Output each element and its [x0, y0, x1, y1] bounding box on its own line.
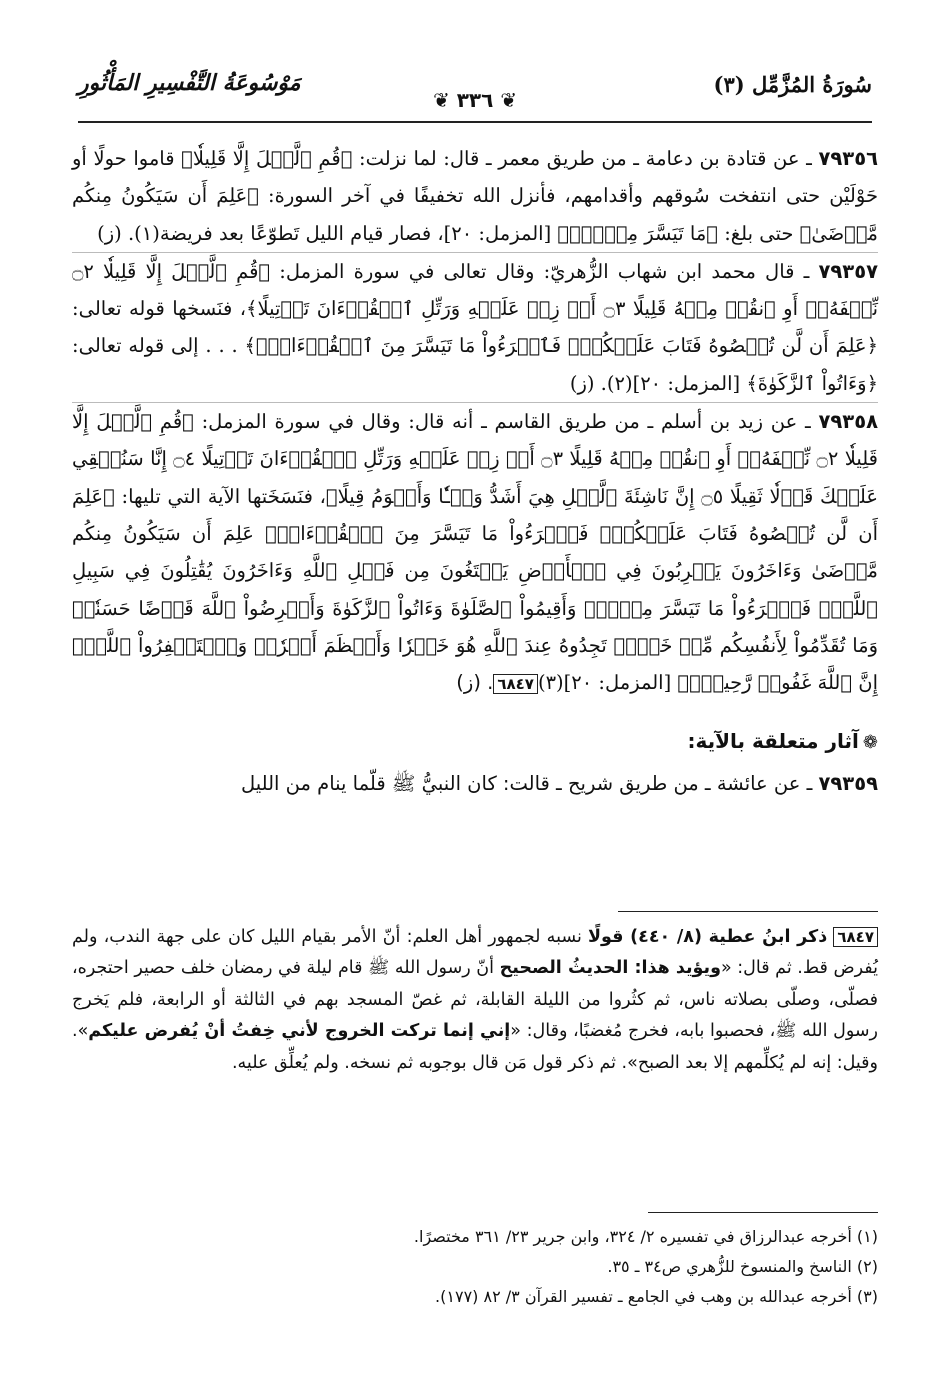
hadith-entry-4 [72, 765, 878, 802]
entry-tail: . (ز) [456, 671, 494, 695]
header-rule [78, 121, 872, 123]
commentary-intro: ذكر ابنُ عطية (٨/ ٤٤٠) قولًا [588, 927, 828, 947]
section-title: آثار متعلقة بالآية: [687, 729, 859, 754]
footnote-rule [648, 1212, 878, 1213]
commentary [72, 922, 878, 1079]
hadith-entry-2 [72, 252, 878, 402]
commentary-box: ٦٨٤٧ [833, 927, 878, 947]
flower-icon: ❁ [862, 732, 878, 754]
entry-text: ـ عن زيد بن أسلم ـ من طريق القاسم ـ أنه قال: وقال في سورة المزمل: ﴿قُمِ ٱلَّيۡلَ إِلَّا قَلِيلٗا ۝٢ نِّصۡفَهُۥٓ أَوِ ٱنقُصۡ مِنۡهُ قَلِيلًا ۝٣ أَوۡ زِدۡ عَلَيۡهِ وَرَتِّلِ ٱلۡقُرۡءَانَ تَرۡتِيلًا ۝٤ إِنَّا سَنُلۡقِي عَلَيۡكَ قَوۡلٗا ثَقِيلًا ۝٥ إِنَّ نَاشِئَةَ ٱلَّيۡلِ هِيَ أَشَدُّ وَطۡـٔٗا وَأَقۡوَمُ قِيلًا﴾، فنَسَخَتها الآية التي تليها: ﴿عَلِمَ أَن لَّن تُحۡصُوهُ فَتَابَ عَلَيۡكُمۡۖ فَٱقۡرَءُواْ مَا تَيَسَّرَ مِنَ ٱلۡقُرۡءَانِۚ عَلِمَ أَن سَيَكُونُ مِنكُم مَّرۡضَىٰ وَءَاخَرُونَ يَضۡرِبُونَ فِي ٱلۡأَرۡضِ يَبۡتَغُونَ مِن فَضۡلِ ٱللَّهِ وَءَاخَرُونَ يُقَٰتِلُونَ فِي سَبِيلِ ٱللَّهِۖ فَٱقۡرَءُواْ مَا تَيَسَّرَ مِنۡهُۚ وَأَقِيمُواْ ٱلصَّلَوٰةَ وَءَاتُواْ ٱلزَّكَوٰةَ وَأَقۡرِضُواْ ٱللَّهَ قَرۡضًا حَسَنٗاۚ وَمَا تُقَدِّمُواْ لِأَنفُسِكُم مِّنۡ خَيۡرٖ تَجِدُوهُ عِندَ ٱللَّهِ هُوَ خَيۡرٗا وَأَعۡظَمَ أَجۡرٗاۚ وَٱسۡتَغۡفِرُواْ ٱللَّهَۖ إِنَّ ٱللَّهَ غَفُورٞ رَّحِيمُۢ﴾ [المزمل: ٢٠](٣) [72, 410, 878, 695]
section-heading [72, 719, 878, 765]
commentary-text-1: نسبه لجمهور أهل العلم: أنّ الأمر بقيام الليل كان على جهة الندب، ولم يُفرض قط. ثم قال: « [72, 927, 878, 979]
entry-number: ٧٩٣٥٦ [818, 147, 878, 170]
entry-text: ـ قال محمد ابن شهاب الزُّهريّ: وقال تعالى في سورة المزمل: ﴿قُمِ ٱلَّيۡلَ إِلَّا قَلِيلٗا ۝٢ نِّصۡفَهُۥٓ أَوِ ٱنقُصۡ مِنۡهُ قَلِيلًا ۝٣ أَوۡ زِدۡ عَلَيۡهِ وَرَتِّلِ ٱلۡقُرۡءَانَ تَرۡتِيلًا﴾، فنَسخها قوله تعالى: ﴿عَلِمَ أَن لَّن تُحۡصُوهُ فَتَابَ عَلَيۡكُمۡۖ فَٱقۡرَءُواْ مَا تَيَسَّرَ مِنَ ٱلۡقُرۡءَانِۚ﴾ . . . إلى قوله تعالى: ﴿وَءَاتُواْ ٱلزَّكَوٰةَ﴾ [المزمل: ٢٠](٢). (ز) [72, 259, 878, 395]
main-text [72, 140, 878, 803]
footnotes [72, 1222, 878, 1312]
footnote-1: (١) أخرجه عبدالرزاق في تفسيره ٢/ ٣٢٤، وابن جرير ٢٣/ ٣٦١ مختصرًا. [413, 1227, 878, 1246]
surah-title: سُورَةُ المُزَّمِّل (٣) [713, 72, 872, 97]
hadith-entry-3 [72, 402, 878, 703]
footnote-3: (٣) أخرجه عبدالله بن وهب في الجامع ـ تفسير القرآن ٣/ ٨٢ (١٧٧). [435, 1287, 878, 1306]
entry-number: ٧٩٣٥٧ [818, 259, 878, 283]
reference-box: ٦٨٤٧ [493, 674, 538, 694]
page-number: ❦ ٣٣٦ ❦ [432, 88, 518, 112]
commentary-text-2: أنّ رسول الله ﷺ قام ليلة في رمضان خلف حصير احتجره، فصلّى، وصلّى بصلاته ناس، ثم كثُروا من الليلة القابلة، ثم غصّ المسجد بهم في الثالثة أو الرابعة، فلم يَخرج رسول الله ﷺ، فحصبوا بابه، فخرج مُغضبًا، وقال: « [72, 958, 878, 1042]
book-title: مَوْسُوعَةُ التَّفْسِيرِ المَأْثُورِ [78, 70, 301, 96]
entry-number: ٧٩٣٥٩ [818, 772, 878, 796]
page-number-value: ٣٣٦ [456, 88, 494, 112]
footnote-2: (٢) الناسخ والمنسوخ للزُّهري ص٣٤ ـ ٣٥. [607, 1257, 878, 1276]
commentary-hadith: إني إنما تركت الخروج لأني خِفتُ أنْ يُفرض عليكم [88, 1021, 511, 1042]
commentary-rule [618, 911, 878, 912]
entry-text: ـ عن عائشة ـ من طريق شريح ـ قالت: كان النبيُّ ﷺ قلّما ينام من الليل [240, 772, 819, 796]
entry-text: ـ عن قتادة بن دعامة ـ من طريق معمر ـ قال: لما نزلت: ﴿قُمِ ٱلَّيۡلَ إِلَّا قَلِيلٗا﴾ قاموا حولًا أو حَوْلَيْن حتى انتفخت سُوقهم وأقدامهم، فأنزل الله تخفيفًا في آخر السورة: ﴿عَلِمَ أَن سَيَكُونُ مِنكُم مَّرۡضَىٰ﴾ حتى بلغ: ﴿مَا تَيَسَّرَ مِنۡهُۚ﴾ [المزمل: ٢٠]، فصار قيام الليل تَطوّعًا بعد فريضة(١). (ز) [72, 147, 878, 245]
entry-number: ٧٩٣٥٨ [818, 410, 878, 434]
commentary-text-3: ». وقيل: إنه لم يُكلِّمهم إلا بعد الصبح». ثم ذكر قول مَن قال بوجوبه ثم نسخه. ولم يُعلِّق عليه. [72, 1021, 878, 1073]
hadith-entry-1 [72, 140, 878, 252]
running-header [78, 66, 872, 112]
commentary-support: ويؤيد هذا: الحديثُ الصحيح [499, 958, 721, 979]
